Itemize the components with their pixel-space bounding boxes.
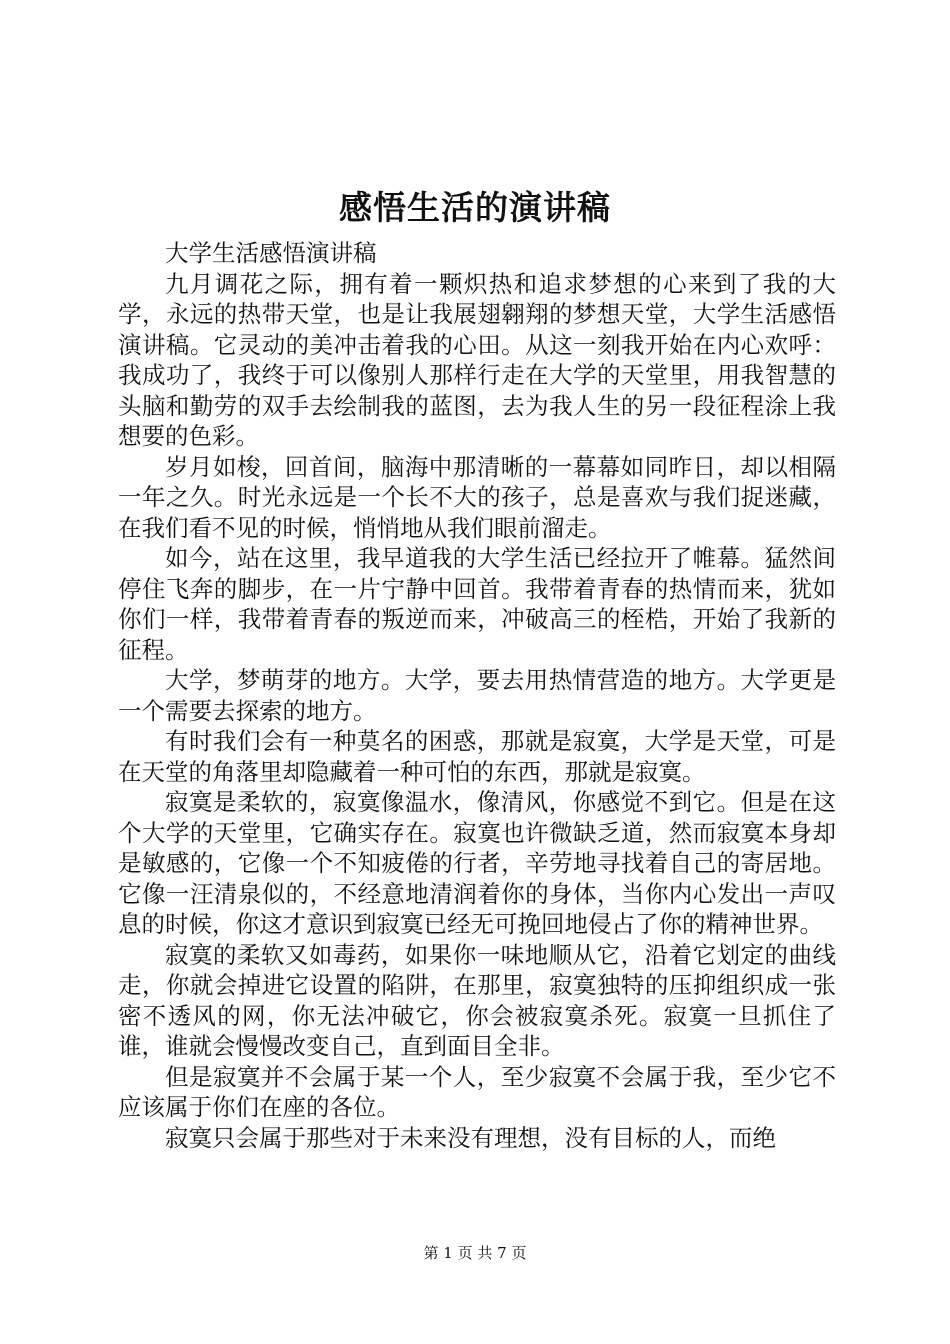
body-paragraph: 九月调花之际，拥有着一颗炽热和追求梦想的心来到了我的大学，永远的热带天堂，也是让我展翅翱翔的梦想天堂，大学生活感悟演讲稿。它灵动的美冲击着我的心田。从这一刻我开始在内心欢呼：我成功了，我终于可以像别人那样行走在大学的天堂里，用我智慧的头脑和勤劳的双手去绘制我的蓝图，去为我人生的另一段征程涂上我想要的色彩。 bbox=[118, 269, 836, 450]
body-paragraph: 岁月如梭，回首间，脑海中那清晰的一幕幕如同昨日，却以相隔一年之久。时光永远是一个长不大的孩子，总是喜欢与我们捉迷藏，在我们看不见的时候，悄悄地从我们眼前溜走。 bbox=[118, 452, 836, 542]
body-paragraph: 寂寞只会属于那些对于未来没有理想，没有目标的人，而绝 bbox=[165, 1123, 776, 1152]
body-paragraph: 寂寞是柔软的，寂寞像温水，像清风，你感觉不到它。但是在这个大学的天堂里，它确实存在。寂寞也许微缺乏道，然而寂寞本身却是敏感的，它像一个不知疲倦的行者，辛劳地寻找着自己的寄居地。它像一汪清泉似的，不经意地清润着你的身体，当你内心发出一声叹息的时候，你这才意识到寂寞已经无可挽回地侵占了你的精神世界。 bbox=[118, 788, 836, 938]
page-footer: 第 1 页 共 7 页 bbox=[423, 1244, 527, 1262]
document-title: 感悟生活的演讲稿 bbox=[339, 188, 611, 227]
body-paragraph: 大学，梦萌芽的地方。大学，要去用热情营造的地方。大学更是一个需要去探索的地方。 bbox=[118, 666, 836, 725]
body-paragraph: 如今，站在这里，我早道我的大学生活已经拉开了帷幕。猛然间停住飞奔的脚步，在一片宁静中回首。我带着青春的热情而来，犹如你们一样，我带着青春的叛逆而来，冲破高三的桎梏，开始了我新的征程。 bbox=[118, 544, 836, 664]
body-paragraph: 大学生活感悟演讲稿 bbox=[165, 239, 377, 267]
body-paragraph: 有时我们会有一种莫名的困惑，那就是寂寞，大学是天堂，可是在天堂的角落里却隐藏着一种可怕的东西，那就是寂寞。 bbox=[118, 727, 836, 786]
document-body bbox=[118, 238, 836, 1153]
body-paragraph: 但是寂寞并不会属于某一个人，至少寂寞不会属于我，至少它不应该属于你们在座的各位。 bbox=[118, 1062, 836, 1121]
body-paragraph: 寂寞的柔软又如毒药，如果你一味地顺从它，沿着它划定的曲线走，你就会掉进它设置的陷阱，在那里，寂寞独特的压抑组织成一张密不透风的网，你无法冲破它，你会被寂寞杀死。寂寞一旦抓住了谁，谁就会慢慢改变自己，直到面目全非。 bbox=[118, 940, 836, 1060]
